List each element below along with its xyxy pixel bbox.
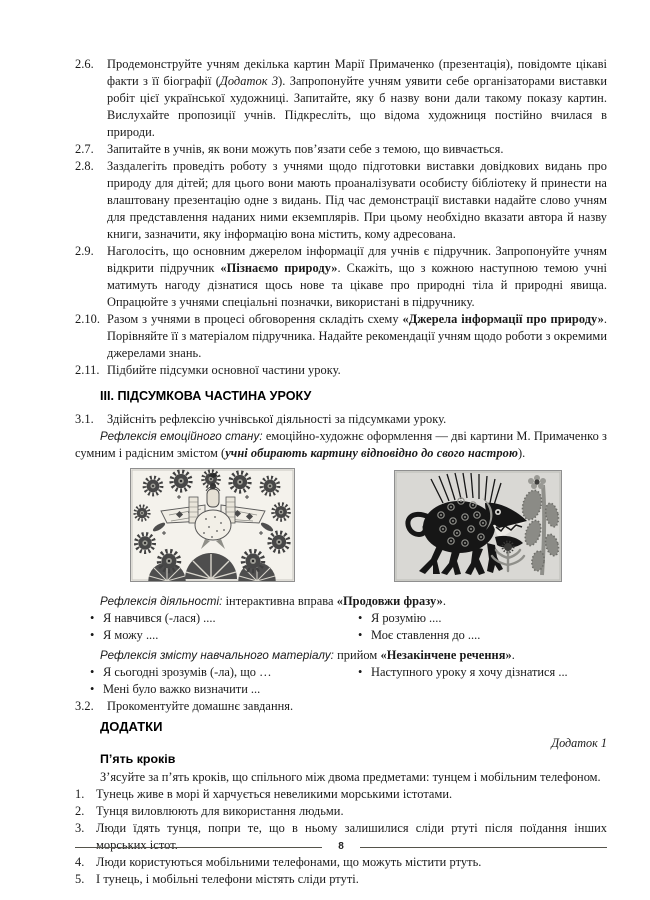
item-text: Прокоментуйте домашнє завдання. [107, 699, 294, 713]
item-text: Наголосіть, що основним джерелом інформації для учнів є підручник. Запропонуйте учням відкрити підручник «Пізнаємо природу». Скажіть, що з кожною наступною темою учні матимуть нагоду дізнатися щось нове та цікаве про природні тіла й природні явища. Опрацюйте з учнями спеціальні позначки, використані в підручнику. [107, 244, 608, 309]
item-number: 5. [75, 872, 85, 886]
item-text: Люди користуються мобільними телефонами, що можуть містити ртуть. [96, 855, 482, 869]
item-number: 2.11. [75, 363, 100, 377]
bullet-item: • Наступного уроку я хочу дізнатися ... [358, 664, 607, 681]
item-number: 2.10. [75, 312, 101, 326]
appendix-intro: З’ясуйте за п’ять кроків, що спільного між двома предметами: тунцем і мобільним телефоном. [100, 770, 601, 784]
step-item-4 [75, 854, 607, 871]
list-item-2-9 [75, 243, 607, 311]
list-item-2-8 [75, 158, 607, 243]
bullet-item: • Я можу .... [75, 627, 358, 644]
painting-black-beast [394, 470, 562, 582]
item-number: 1. [75, 787, 85, 801]
bullet-item: • Я розумію .... [358, 610, 607, 627]
empty-cell [358, 681, 607, 698]
bullet-item: • Я навчився (-лася) .... [75, 610, 358, 627]
bullet-item: • Я сьогодні зрозумів (-ла), що … [75, 664, 358, 681]
reflection-emotional-paragraph: Рефлексія емоційного стану: емоційно-художнє оформлення — дві картини М. Примаченко з сумним і радісним змістом (учні обирають картину відповідно до свого настрою). [75, 429, 607, 460]
figures-row [130, 468, 607, 582]
item-number: 2.9. [75, 244, 94, 258]
painting-floral-bird [130, 468, 295, 582]
list-item-2-7 [75, 141, 607, 158]
item-text: Здійсніть рефлексію учнівської діяльності за підсумками уроку. [107, 412, 447, 426]
item-text: Підбийте підсумки основної частини уроку. [107, 363, 341, 377]
page-number: 8 [338, 841, 344, 852]
section-heading-summary: ІІІ. ПІДСУМКОВА ЧАСТИНА УРОКУ [100, 389, 312, 403]
item-number: 2.7. [75, 142, 94, 156]
step-item-5 [75, 871, 607, 888]
item-number: 3.1. [75, 412, 94, 426]
footer-rule-right [360, 847, 607, 848]
item-number: 3. [75, 821, 85, 835]
item-text: Разом з учнями в процесі обговорення складіть схему «Джерела інформації про природу». Порівняйте її з матеріалом підручника. Надайте рекомендації учням щодо роботи з окремими джерелами знань. [107, 312, 607, 360]
appendix-heading: ДОДАТКИ [100, 719, 163, 734]
bullet-list-content [75, 664, 607, 698]
item-number: 2. [75, 804, 85, 818]
reflection-content-paragraph: Рефлексія змісту навчального матеріалу: прийом «Незакінчене речення». [100, 648, 515, 662]
page-footer [75, 841, 607, 853]
item-text: Запитайте в учнів, як вони можуть пов’язати себе з темою, що вивчається. [107, 142, 504, 156]
page-content [75, 56, 607, 888]
item-text: Тунця виловлюють для використання людьми. [96, 804, 344, 818]
item-text: Тунець живе в морі й харчується невеликими морськими істотами. [96, 787, 453, 801]
bullet-list-activity [75, 610, 607, 644]
list-item-2-10 [75, 311, 607, 362]
list-item-2-11 [75, 362, 607, 379]
list-item-3-2 [75, 698, 607, 715]
reflection-activity-paragraph: Рефлексія діяльності: інтерактивна вправа «Продовжи фразу». [100, 594, 447, 608]
item-number: 4. [75, 855, 85, 869]
floral-bird-painting-image [131, 469, 294, 581]
footer-rule-left [75, 847, 322, 848]
item-number: 2.8. [75, 159, 94, 173]
appendix-label: Додаток 1 [551, 736, 607, 750]
bullet-item: • Моє ставлення до .... [358, 627, 607, 644]
step-item-2 [75, 803, 607, 820]
item-text: Продемонструйте учням декілька картин Марії Примаченко (презентація), повідомте цікаві факти з її біографії (Додаток 3). Запропонуйте учням уявити себе організаторами виставки робіт цієї української художниці. Запитайте, яку б назву вони дали такому показу картин. Вислухайте пропозиції учнів. Підкресліть, що відома художниця постійно вчилася в природи. [107, 57, 607, 139]
item-text: Заздалегіть проведіть роботу з учнями щодо підготовки виставки довідкових видань про природу для дітей; для цього вони мають проаналізувати особисту бібліотеку й принести на влаштовану презентацію одне з видань. Під час демонстрації виставки надайте слово учням для представлення наданих ними екземплярів. При цьому необхідно вказати автора й назву книги, зазначити, яку інформацію вона містить, кому адресована. [107, 159, 607, 241]
step-item-1 [75, 786, 607, 803]
appendix-subheading: П’ять кроків [100, 752, 176, 766]
item-number: 3.2. [75, 699, 94, 713]
black-beast-painting-image [395, 471, 561, 581]
item-text: І тунець, і мобільні телефони містять сліди ртуті. [96, 872, 359, 886]
list-item-3-1 [75, 411, 607, 428]
item-number: 2.6. [75, 57, 94, 71]
item-text: Люди їдять тунця, попри те, що в ньому залишилися сліди ртуті після поїдання інших морських істот. [96, 821, 607, 852]
bullet-item: • Мені було важко визначити ... [75, 681, 358, 698]
list-item-2-6 [75, 56, 607, 141]
